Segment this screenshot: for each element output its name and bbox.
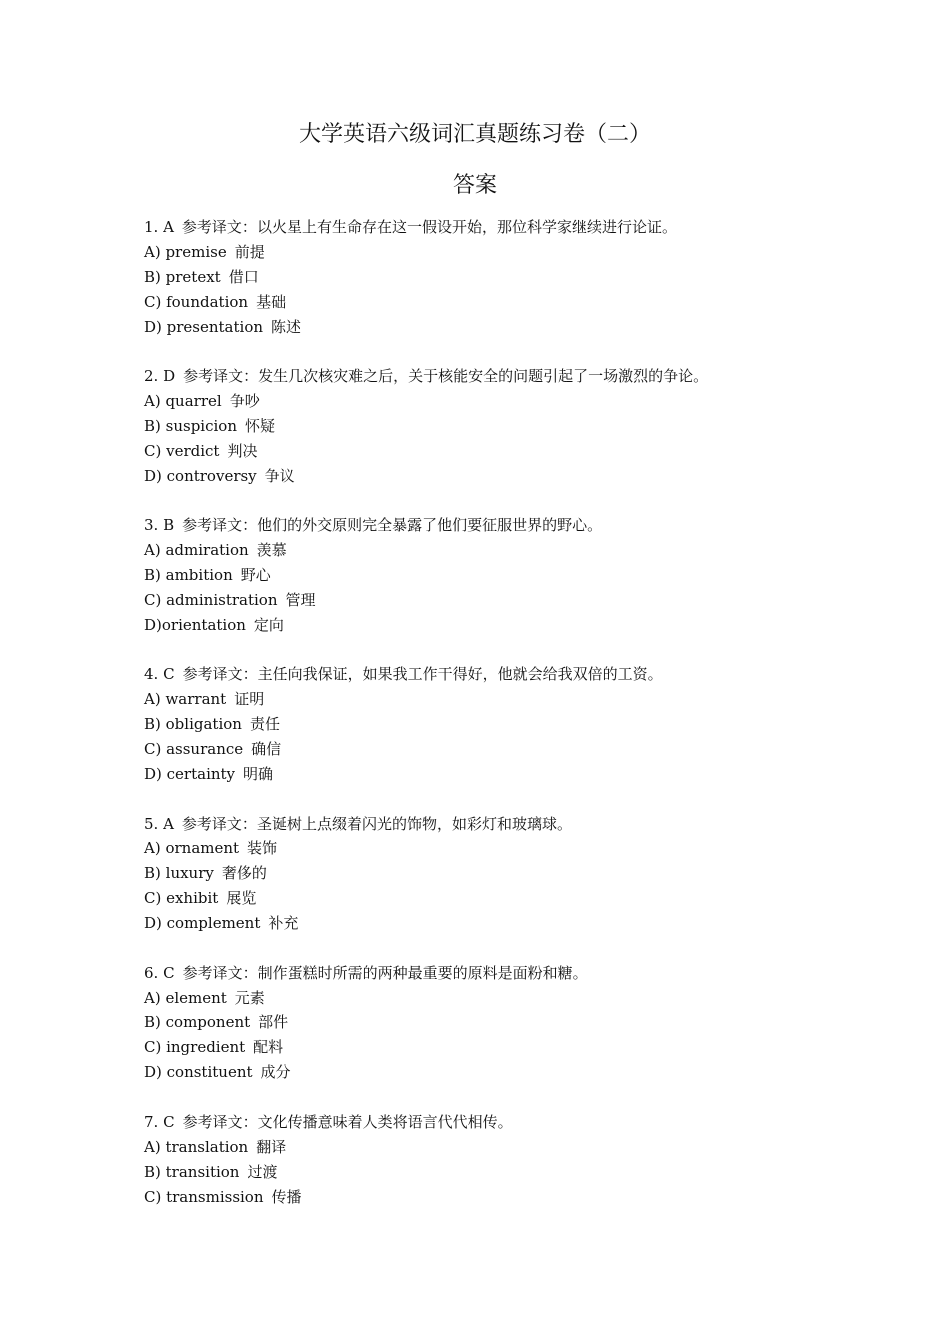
option-line	[144, 762, 844, 787]
option-word: C) verdict	[144, 441, 220, 460]
option-line	[144, 1010, 844, 1035]
option-meaning: 奢侈的	[221, 864, 267, 883]
option-word: C) ingredient	[144, 1038, 246, 1057]
option-line	[144, 290, 844, 315]
document-title: 大学英语六级词汇真题练习卷（二）	[298, 122, 651, 147]
option-word: C) administration	[144, 590, 278, 609]
option-word: A) translation	[144, 1137, 249, 1156]
option-word: D) presentation	[144, 317, 264, 336]
option-meaning: 部件	[258, 1013, 289, 1032]
option-line	[144, 265, 844, 290]
question-block	[144, 1110, 844, 1210]
option-line	[144, 414, 844, 439]
translation-text: 以火星上有生命存在这一假设开始，那位科学家继续进行论证。	[256, 218, 677, 236]
option-line	[144, 439, 844, 464]
option-line	[144, 613, 844, 638]
translation-text: 圣诞树上点缀着闪光的饰物，如彩灯和玻璃球。	[256, 814, 572, 833]
option-line	[144, 687, 844, 712]
option-word: C) foundation	[144, 292, 249, 311]
option-word: C) exhibit	[144, 889, 219, 908]
option-line	[144, 464, 844, 489]
option-line	[144, 1185, 844, 1210]
translation-label: 参考译文：	[182, 665, 258, 684]
translation-text: 文化传播意味着人类将语言代代相传。	[257, 1112, 513, 1131]
option-meaning: 装饰	[247, 839, 278, 858]
option-meaning: 定向	[253, 615, 284, 634]
option-meaning: 确信	[251, 740, 282, 759]
option-line	[144, 588, 844, 613]
option-line	[144, 240, 844, 265]
question-answer-line	[144, 662, 844, 687]
question-answer-line	[144, 215, 844, 240]
option-line	[144, 986, 844, 1011]
option-line	[144, 1060, 844, 1085]
option-line	[144, 563, 844, 588]
option-line	[144, 1135, 844, 1160]
option-meaning: 配料	[253, 1038, 284, 1057]
question-number-answer: 6. C	[144, 963, 175, 982]
question-block	[144, 513, 844, 637]
translation-label: 参考译文：	[181, 814, 257, 833]
option-meaning: 元素	[234, 988, 265, 1007]
option-word: A) ornament	[144, 839, 240, 858]
option-word: B) component	[144, 1013, 251, 1032]
option-word: B) ambition	[144, 566, 233, 585]
option-word: C) assurance	[144, 740, 244, 759]
option-meaning: 羡慕	[256, 541, 287, 560]
option-word: B) transition	[144, 1162, 240, 1181]
translation-label: 参考译文：	[182, 1112, 258, 1131]
option-word: B) luxury	[144, 864, 214, 883]
option-word: B) pretext	[144, 267, 221, 286]
option-line	[144, 836, 844, 861]
translation-label: 参考译文：	[183, 367, 259, 386]
option-meaning: 展览	[226, 889, 257, 908]
option-meaning: 判决	[227, 441, 258, 460]
option-word: A) element	[144, 988, 227, 1007]
option-meaning: 责任	[249, 715, 280, 734]
option-line	[144, 737, 844, 762]
option-word: A) warrant	[144, 690, 227, 709]
option-line	[144, 315, 844, 340]
option-meaning: 证明	[234, 690, 265, 709]
option-meaning: 野心	[240, 566, 271, 585]
option-word: C) transmission	[144, 1187, 264, 1206]
question-block	[144, 662, 844, 786]
option-line	[144, 389, 844, 414]
option-meaning: 管理	[285, 590, 316, 609]
option-meaning: 基础	[256, 292, 287, 311]
option-word: D) complement	[144, 914, 261, 933]
option-word: D) certainty	[144, 764, 236, 783]
question-number-answer: 7. C	[144, 1112, 175, 1131]
translation-text: 发生几次核灾难之后，关于核能安全的问题引起了一场激烈的争论。	[258, 367, 709, 386]
document-subtitle: 答案	[452, 173, 497, 198]
question-number-answer: 3. B	[144, 516, 175, 535]
question-block	[144, 215, 844, 339]
option-word: B) obligation	[144, 715, 242, 734]
option-meaning: 前提	[234, 242, 265, 261]
option-meaning: 争吵	[229, 392, 260, 411]
option-meaning: 过渡	[247, 1162, 278, 1181]
translation-label: 参考译文：	[181, 218, 257, 236]
option-meaning: 陈述	[271, 317, 302, 336]
option-line	[144, 1160, 844, 1185]
option-line	[144, 861, 844, 886]
option-line	[144, 1035, 844, 1060]
question-block	[144, 812, 844, 936]
option-word: D) constituent	[144, 1063, 253, 1082]
option-line	[144, 712, 844, 737]
question-answer-line	[144, 1110, 844, 1135]
option-meaning: 借口	[228, 267, 259, 286]
translation-label: 参考译文：	[182, 963, 258, 982]
option-word: D)orientation	[144, 615, 246, 634]
translation-label: 参考译文：	[182, 516, 258, 535]
translation-text: 制作蛋糕时所需的两种最重要的原料是面粉和糖。	[257, 963, 588, 982]
option-line	[144, 911, 844, 936]
option-line	[144, 886, 844, 911]
option-word: A) admiration	[144, 541, 249, 560]
question-answer-line	[144, 812, 844, 837]
option-meaning: 怀疑	[245, 416, 276, 435]
question-number-answer: 1. A	[144, 218, 174, 236]
question-number-answer: 4. C	[144, 665, 175, 684]
translation-text: 主任向我保证，如果我工作干得好，他就会给我双倍的工资。	[257, 665, 663, 684]
question-answer-line	[144, 961, 844, 986]
question-answer-line	[144, 513, 844, 538]
answer-list	[144, 215, 844, 1234]
option-meaning: 明确	[243, 764, 274, 783]
option-word: B) suspicion	[144, 416, 237, 435]
option-meaning: 成分	[260, 1063, 291, 1082]
option-meaning: 补充	[268, 914, 299, 933]
option-word: A) premise	[144, 242, 227, 261]
option-word: D) controversy	[144, 466, 257, 485]
question-answer-line	[144, 364, 844, 389]
option-meaning: 翻译	[256, 1137, 287, 1156]
option-line	[144, 538, 844, 563]
question-block	[144, 961, 844, 1085]
question-number-answer: 2. D	[144, 367, 176, 386]
question-block	[144, 364, 844, 488]
question-number-answer: 5. A	[144, 814, 174, 833]
option-meaning: 争议	[264, 466, 295, 485]
translation-text: 他们的外交原则完全暴露了他们要征服世界的野心。	[257, 516, 603, 535]
option-word: A) quarrel	[144, 392, 222, 411]
option-meaning: 传播	[271, 1187, 302, 1206]
